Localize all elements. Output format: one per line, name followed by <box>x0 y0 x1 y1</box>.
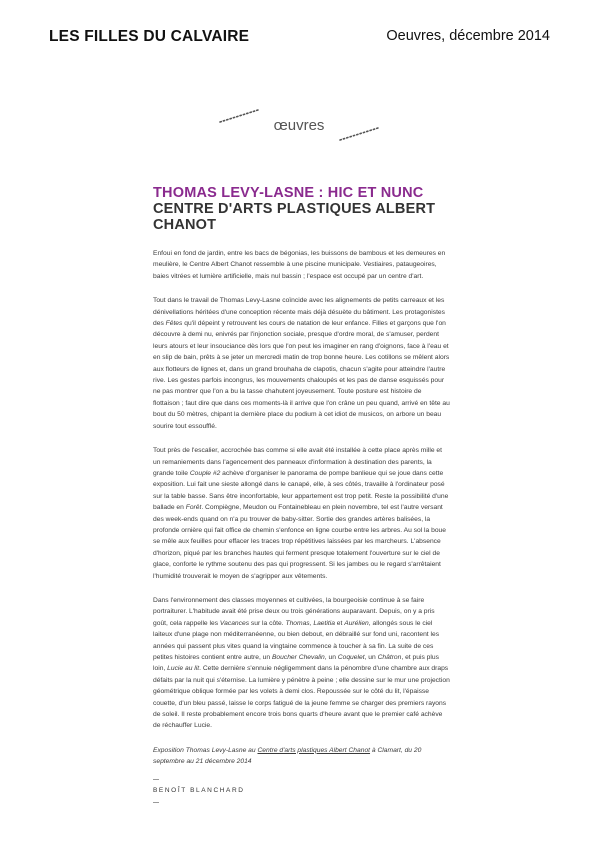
paragraph-3: Tout près de l'escalier, accrochée bas comme si elle avait été installée à cette place après mille et un remaniements dans l'agencement des panneaux d'information à destination des parents, la grande toile Couple #2 achève d'organiser le panorama de pompe banlieue qui se joue dans cette exposition. Lui fait une sieste allongé dans le canapé, elle, à ses côtés, travaille à l'ordinateur posé sur la table basse. Sans être inconfortable, leur appartement est trop petit. Reste la possibilité d'une ballade en Forêt. Compiègne, Meudon ou Fontainebleau en plein novembre, tel est l'autre versant des week-ends quand on n'a pu trouver de baby-sitter. Sortie des grandes artères balisées, la profonde ornière qui fait office de chemin s'enfonce en ligne courbe entre les arbres. Au sol la boue se mêle aux feuilles pour effacer les traces trop répétitives laissées par les marcheurs. L'absence d'horizon, piqué par les branches hautes qui ferment presque totalement l'ouverture sur le ciel de glace, conforte le rythme soutenu des pas qui progressent. Si les jambes ou le regard s'arrêtaient l'humidité trouverait le moyen de s'agripper aux vêtements. <box>153 447 449 580</box>
section-logo <box>218 100 380 150</box>
divider <box>153 779 159 780</box>
artwork-title: Vacances <box>219 619 250 627</box>
artwork-title: Coquelet <box>337 654 365 661</box>
artwork-title: Lucie au lit <box>167 665 200 673</box>
exhibition-caption: Exposition Thomas Levy-Lasne au Centre d'arts plastiques Albert Chanot à Clamart, du 20 septembre au 21 décembre 2014 <box>153 746 422 766</box>
paragraph-1: Enfoui en fond de jardin, entre les bacs de bégonias, les buissons de bambous et les demeures en meulière, le Centre Albert Chanot ressemble à une piscine municipale. Vestiaires, pataugeoires, baies vitrées et lumière artificielle, mais nul bassin ; l'espace est occupé par un centre d'art. <box>153 250 446 280</box>
brand-title: LES FILLES DU CALVAIRE <box>49 28 250 45</box>
title-line-exhibition: THOMAS LEVY-LASNE : HIC ET NUNC <box>153 185 424 201</box>
author-name: BENOÎT BLANCHARD <box>153 787 245 794</box>
article-body <box>153 248 450 781</box>
divider <box>153 802 159 803</box>
section-logo-graphic <box>218 100 380 150</box>
artwork-title: Boucher Chevalin <box>271 654 325 661</box>
artwork-title: Thomas, Laetitia <box>285 619 335 627</box>
dotted-line-bottom <box>340 128 378 140</box>
artwork-title: Fêtes <box>165 320 183 328</box>
artwork-title: Aurélien <box>344 619 369 627</box>
title-line-venue: CENTRE D'ARTS PLASTIQUES ALBERT CHANOT <box>153 201 436 233</box>
artwork-title: Couple #2 <box>189 469 221 477</box>
section-logo-label: œuvres <box>273 117 325 134</box>
paragraph-4: Dans l'environnement des classes moyennes et cultivées, la bourgeoisie continue à se faire portraiturer. L'habitude avait été prise deux ou trois générations auparavant. Depuis, on y a pris goût, cela rappelle les Vacances sur la côte. Thomas, Laetitia et Aurélien, allongés sous le ciel laiteux d'une plage non méditerranéenne, ou bien debout, en débraillé sur fond uni, racontent les années qui passent plus vites quand la vingtaine commence à toucher à sa fin. La suite de ces petites histoires contient entre autre, un Boucher Chevalin, un Coquelet, un Châtron, et puis plus loin, Lucie au lit. Cette dernière s'ennuie négligemment dans la pénombre d'une chambre aux draps défaits par la nuit qui s'éternise. La lumière y pénètre à peine ; elle dessine sur le mur une projection géométrique oblique formée par les volets à demi clos. Repoussée sur le côté du lit, l'épaisse couette, d'un bleu passé, laisse le corps fatigué de la jeune femme se charger des premiers rayons de soleil. Il reste probablement encore trois bons quarts d'heure avant que le premier café achève de réchauffer Lucie. <box>153 596 450 730</box>
issue-date: Oeuvres, décembre 2014 <box>386 28 550 44</box>
artwork-title: Forêt <box>185 504 202 512</box>
article-title <box>153 185 453 233</box>
dotted-line-top <box>220 110 258 122</box>
page-header <box>49 28 550 50</box>
venue-link[interactable]: Centre d'arts plastiques Albert Chanot <box>257 746 371 754</box>
paragraph-2: Tout dans le travail de Thomas Levy-Lasne coïncide avec les alignements de petits carreaux et les dénivellations héritées d'une conception récente mais déjà désuète du bâtiment. Les protagonistes des Fêtes qu'il dépeint y retrouvent les cours de natation de leur enfance. Filles et garçons que l'on découvre à demi nu, enivrés par l'injonction sociale, presque d'ordre moral, de s'amuser, perdent leurs atours et leur insouciance dès lors que l'on peut les imaginer en rang d'oignons, face à l'eau et en slip de bain, prêts à se jeter un mercredi matin de trop bonne heure. Les cotillons se mêlent alors aux flotteurs de lignes et, dans un grand brouhaha de clapotis, chacun s'agite pour atteindre l'autre rive. Les gestes parfois incongrus, les mouvements chaloupés et les pas de danse esquissés pour ne pas montrer que l'on a bu la tasse chahutent joyeusement. Toute posture est histoire de flottaison ; faut dire que dans ces moments-là il arrive que l'on crâne un peu quand, arrivé en tête au bout du 50 mètres, chipant la dernière place du podium à cet idiot de musicos, on arbore un beau sourire tout essoufflé. <box>153 297 450 430</box>
artwork-title: Châtron <box>377 654 402 661</box>
